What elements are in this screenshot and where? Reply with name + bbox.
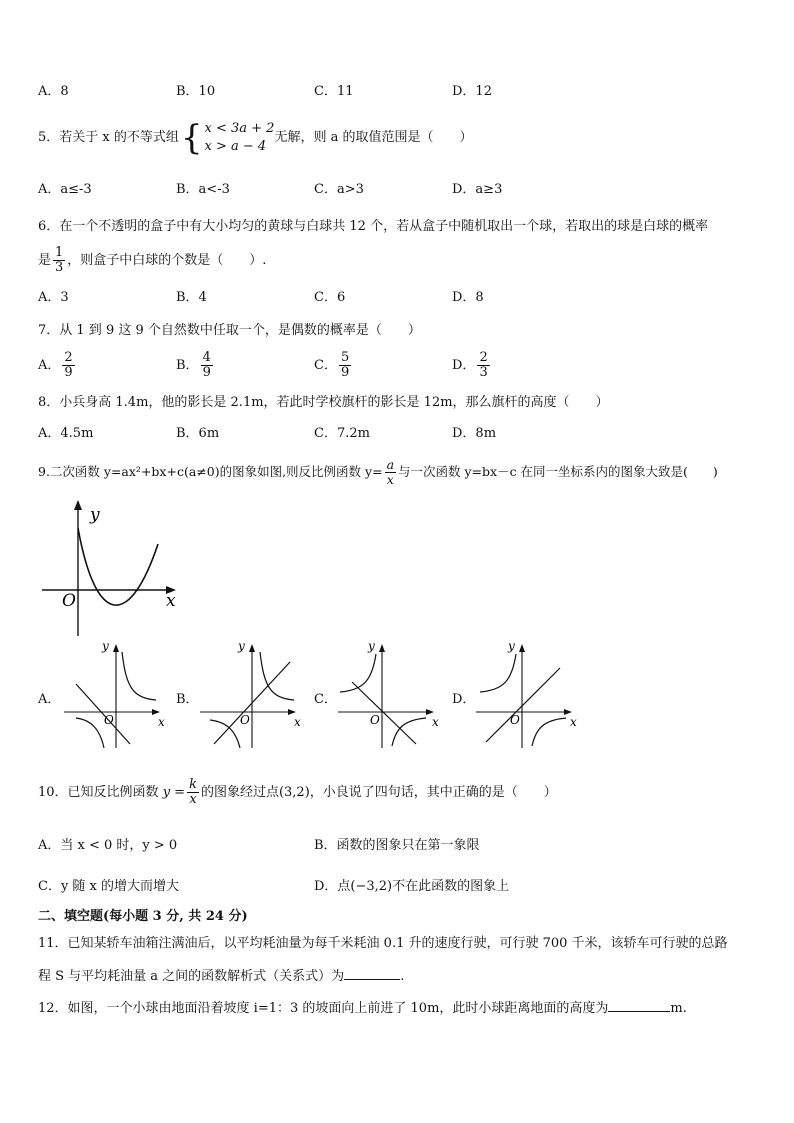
- q11-answer-blank: [344, 965, 400, 980]
- q9-option-d-graph: [472, 638, 584, 750]
- q8-option-b: B．6m: [176, 426, 220, 441]
- q9-y-arrow: [74, 500, 82, 510]
- q7-option-a-num: 2: [64, 350, 73, 365]
- q9-frac-den: x: [386, 472, 394, 487]
- option-a-x-label: x: [158, 715, 165, 729]
- q9-option-a-graph: [60, 638, 172, 750]
- q9-stem: [38, 454, 718, 490]
- q5-inequality-system: [205, 120, 275, 156]
- q10-option-c: C．y 随 x 的增大而增大: [38, 879, 180, 894]
- q10-option-a: A．当 x < 0 时，y > 0: [38, 838, 178, 853]
- q9-parabola: [78, 528, 158, 605]
- q9-parabola-graph: [38, 498, 188, 638]
- q6-line2: [38, 243, 266, 279]
- q5-option-b: B．a<-3: [176, 182, 230, 197]
- q10-stem: [38, 775, 557, 811]
- option-d-x-label: x: [570, 715, 577, 729]
- q7-option-b-den: 9: [202, 365, 211, 380]
- q12-answer-blank: [608, 997, 670, 1012]
- option-b-x-label: x: [294, 715, 301, 729]
- q10-options-row1: [0, 836, 794, 858]
- q10-frac-den: x: [189, 792, 197, 807]
- q6-option-b: B．4: [176, 290, 207, 305]
- q7-option-c-label: C．: [314, 358, 337, 373]
- section-title: 二、填空题(每小题 3 分, 共 24 分): [38, 909, 248, 924]
- q5-inequality-1: x < 3a + 2: [204, 120, 275, 136]
- q9-y-label: y: [90, 505, 100, 525]
- q9-option-d-label: D．: [452, 692, 476, 707]
- q5-options: [0, 180, 794, 202]
- q6-fraction: [53, 246, 65, 275]
- option-d-hyperbola-q4: [532, 718, 566, 746]
- q6-pre: 是: [38, 253, 52, 268]
- option-d-y-arrow: [519, 644, 525, 652]
- option-c-x-label: x: [432, 715, 439, 729]
- q7-option-d: [452, 348, 492, 384]
- q10-post: 的图象经过点(3,2)，小良说了四句话，其中正确的是（ ）: [200, 785, 557, 800]
- q7-option-a-den: 9: [64, 365, 73, 380]
- option-a-y-label: y: [102, 639, 109, 653]
- option-c-origin: O: [370, 713, 380, 727]
- q7-option-a: [38, 348, 77, 384]
- option-d-origin: O: [510, 713, 520, 727]
- option-c-y-label: y: [368, 639, 375, 653]
- q7-option-d-den: 3: [479, 365, 488, 380]
- q4-option-d: D．12: [452, 84, 492, 99]
- q9-fraction: [385, 458, 396, 487]
- q7-stem: 7．从 1 到 9 这 9 个自然数中任取一个，是偶数的概率是（ ）: [38, 323, 421, 338]
- q7-option-a-fraction: [62, 351, 74, 380]
- q9-option-b-graph: [196, 638, 308, 750]
- q7-option-d-label: D．: [452, 358, 476, 373]
- option-a-y-arrow: [113, 644, 119, 652]
- q12-pre: 12．如图，一个小球由地面沿着坡度 i=1：3 的坡面向上前进了 10m，此时小球距离地面的高度为: [38, 1001, 609, 1016]
- q10-pre: 10．已知反比例函数: [38, 785, 159, 800]
- q9-option-c-graph: [334, 638, 446, 750]
- q4-option-c: C．11: [314, 84, 354, 99]
- q9-origin-label: O: [62, 591, 76, 611]
- q9-option-c-label: C．: [314, 692, 337, 707]
- q10-option-d: D．点(−3,2)不在此函数的图象上: [314, 879, 510, 894]
- q10-options-row2: [0, 877, 794, 899]
- option-c-hyperbola-q4: [392, 718, 426, 746]
- q6-post: ，则盒子中白球的个数是（ ）.: [67, 253, 267, 268]
- q7-option-b-num: 4: [202, 350, 211, 365]
- q7-option-c-fraction: [339, 351, 351, 380]
- q6-option-c: C．6: [314, 290, 346, 305]
- option-b-origin: O: [240, 713, 250, 727]
- q9-option-b-label: B．: [176, 692, 199, 707]
- option-c-line: [352, 682, 416, 744]
- q10-frac-num: k: [189, 777, 197, 792]
- q5-stem: [38, 118, 472, 158]
- q7-option-b: [176, 348, 215, 384]
- q8-option-d: D．8m: [452, 426, 497, 441]
- q6-option-a: A．3: [38, 290, 69, 305]
- option-a-hyperbola-q3: [76, 718, 104, 748]
- q7-options: [0, 348, 794, 388]
- option-c-y-arrow: [379, 644, 385, 652]
- q8-options: [0, 424, 794, 446]
- q6-frac-num: 1: [55, 245, 64, 260]
- q8-stem: 8．小兵身高 1.4m，他的影长是 2.1m，若此时学校旗杆的影长是 12m，那么旗杆的高度（ ）: [38, 395, 609, 410]
- q11-line2: [38, 965, 404, 987]
- q10-equation: y =: [162, 785, 186, 800]
- q6-options: [0, 288, 794, 310]
- q5-suffix: 无解，则 a 的取值范围是（ ）: [274, 130, 473, 145]
- q12-post: m.: [670, 1001, 687, 1016]
- q4-options: [0, 82, 794, 104]
- q9-x-label: x: [166, 591, 176, 611]
- option-c-hyperbola-q2: [340, 654, 376, 692]
- option-d-y-label: y: [508, 639, 515, 653]
- option-d-hyperbola-q2: [480, 654, 516, 692]
- option-a-line: [76, 684, 130, 744]
- q7-option-d-num: 2: [479, 350, 488, 365]
- q7-option-c-den: 9: [340, 365, 350, 380]
- q11-line2-pre: 程 S 与平均耗油量 a 之间的函数解析式（关系式）为: [38, 969, 345, 984]
- option-b-y-arrow: [249, 644, 255, 652]
- q7-option-c-num: 5: [340, 350, 350, 365]
- q9-post: 与一次函数 y=bx－c 在同一坐标系内的图象大致是( ): [398, 464, 718, 479]
- q12-stem: [38, 997, 687, 1019]
- q5-option-c: C．a>3: [314, 182, 364, 197]
- q5-prefix: 5．若关于 x 的不等式组: [38, 130, 179, 145]
- q6-option-d: D．8: [452, 290, 484, 305]
- q8-option-c: C．7.2m: [314, 426, 370, 441]
- q6-frac-den: 3: [55, 260, 64, 275]
- option-a-origin: O: [104, 713, 114, 727]
- q9-frac-num: a: [386, 457, 395, 472]
- q10-fraction: [187, 778, 199, 807]
- q7-option-d-fraction: [477, 351, 489, 380]
- q7-option-c: [314, 348, 353, 384]
- brace-symbol: {: [180, 117, 203, 158]
- q7-option-b-label: B．: [176, 358, 199, 373]
- q7-option-b-fraction: [201, 351, 213, 380]
- q9-pre: 9.二次函数 y=ax²+bx+c(a≠0)的图象如图,则反比例函数 y=: [38, 464, 383, 479]
- q10-option-b: B．函数的图象只在第一象限: [314, 838, 480, 853]
- q4-option-b: B．10: [176, 84, 216, 99]
- q4-option-a: A．8: [38, 84, 69, 99]
- q8-option-a: A．4.5m: [38, 426, 94, 441]
- q5-option-a: A．a≤-3: [38, 182, 92, 197]
- q6-line1: 6．在一个不透明的盒子中有大小均匀的黄球与白球共 12 个，若从盒子中随机取出一个球，若取出的球是白球的概率: [38, 219, 709, 234]
- q9-option-a-label: A．: [38, 692, 61, 707]
- q5-inequality-2: x > a − 4: [204, 138, 267, 154]
- q11-line2-post: .: [400, 969, 405, 984]
- q5-option-d: D．a≥3: [452, 182, 503, 197]
- option-d-line: [486, 668, 560, 742]
- option-a-hyperbola-q1: [122, 652, 156, 700]
- q7-option-a-label: A．: [38, 358, 61, 373]
- option-b-y-label: y: [238, 639, 245, 653]
- q11-line1: 11．已知某轿车油箱注满油后，以平均耗油量为每千米耗油 0.1 升的速度行驶，可行驶 700 千米，该轿车可行驶的总路: [38, 936, 728, 951]
